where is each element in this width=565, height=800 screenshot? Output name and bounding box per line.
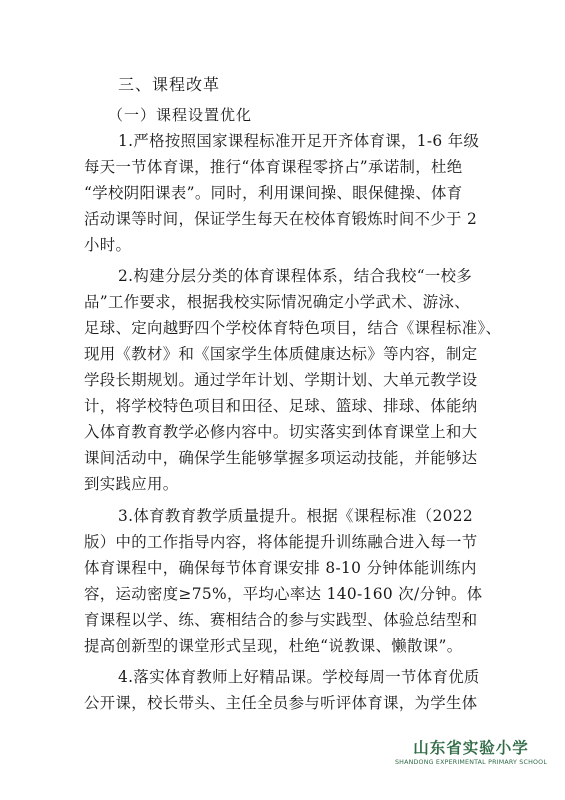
- paragraph-2-line-8: 课间活动中，确保学生能够掌握多项运动技能，并能够达: [84, 449, 478, 467]
- school-logo-title: 山东省实验小学: [413, 738, 529, 757]
- paragraph-1-line-2: 每天一节体育课，推行“体育课程零挤占”承诺制，杜绝: [84, 158, 463, 176]
- paragraph-4-line-1: 4.落实体育教师上好精品课。学校每周一节体育优质: [118, 668, 480, 686]
- paragraph-2-line-9: 到实践应用。: [84, 475, 179, 493]
- paragraph-4-line-2: 公开课，校长带头、主任全员参与听评体育课，为学生体: [84, 694, 478, 712]
- paragraph-3-line-3: 体育课程中，确保每节体育课安排 8-10 分钟体能训练内: [84, 559, 477, 577]
- paragraph-2-line-2: 品”工作要求，根据我校实际情况确定小学武术、游泳、: [84, 293, 470, 311]
- paragraph-2-line-6: 计，将学校特色项目和田径、足球、篮球、排球、体能纳: [84, 397, 478, 415]
- paragraph-2-line-5: 学段长期规划。通过学年计划、学期计划、大单元教学设: [84, 371, 478, 389]
- paragraph-2-line-4: 现用《教材》和《国家学生体质健康达标》等内容，制定: [84, 345, 478, 363]
- paragraph-1-line-1: 1.严格按照国家课程标准开足开齐体育课，1-6 年级: [118, 132, 480, 150]
- paragraph-3-line-2: 版）中的工作指导内容，将体能提升训练融合进入每一节: [84, 533, 478, 551]
- paragraph-3-line-1: 3.体育教育教学质量提升。根据《课程标准（2022: [118, 507, 474, 525]
- paragraph-1-line-5: 小时。: [84, 236, 132, 254]
- paragraph-1-line-3: “学校阴阳课表”。同时，利用课间操、眼保健操、体育: [84, 184, 463, 202]
- school-logo-subtitle: SHANDONG EXPERIMENTAL PRIMARY SCHOOL: [394, 759, 548, 766]
- sub-heading: （一）课程设置优化: [108, 106, 253, 124]
- paragraph-3-line-6: 提高创新型的课堂形式呈现，杜绝“说教课、懒散课”。: [84, 637, 463, 655]
- paragraph-2-line-1: 2.构建分层分类的体育课程体系，结合我校“一校多: [118, 267, 473, 285]
- school-logo: [391, 738, 551, 778]
- paragraph-1-line-4: 活动课等时间，保证学生每天在校体育锻炼时间不少于 2: [84, 210, 478, 228]
- paragraph-2-line-7: 入体育教育教学必修内容中。切实落实到体育课堂上和大: [84, 423, 478, 441]
- paragraph-3-line-4: 容，运动密度≥75%，平均心率达 140-160 次/分钟。体: [84, 585, 483, 603]
- paragraph-2-line-3: 足球、定向越野四个学校体育特色项目，结合《课程标准》、: [84, 319, 502, 337]
- paragraph-3-line-5: 育课程以学、练、赛相结合的参与实践型、体验总结型和: [84, 611, 478, 629]
- section-heading: 三、课程改革: [118, 75, 221, 94]
